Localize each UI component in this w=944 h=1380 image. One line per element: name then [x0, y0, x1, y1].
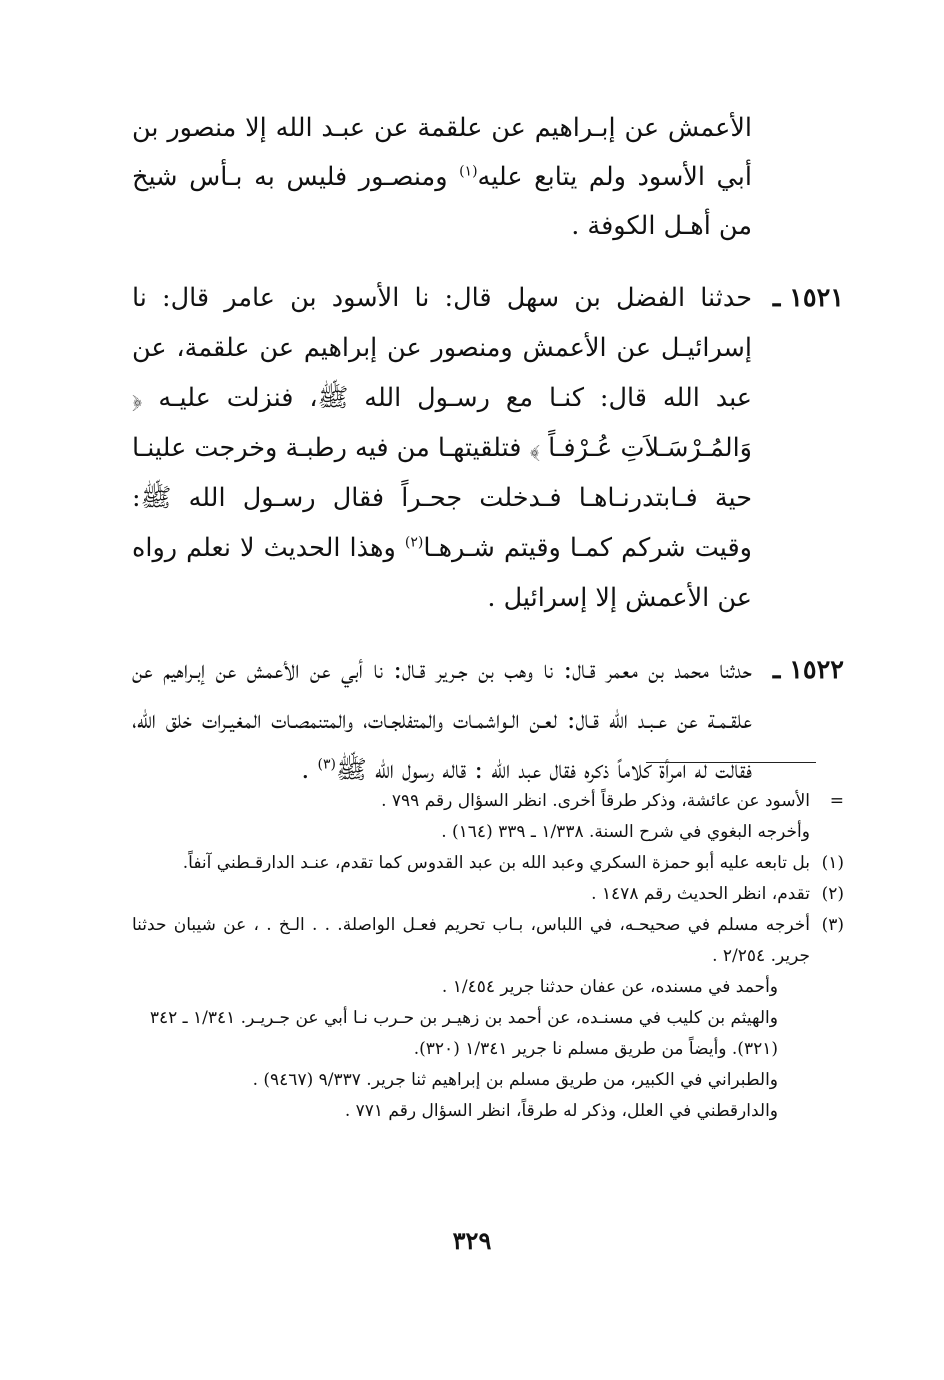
- footnote-line: وأحمد في مسنده، عن عفان حدثنا جرير ١/٤٥٤ .: [441, 977, 778, 997]
- footnotes: [132, 786, 844, 1127]
- hadith-1522: [132, 645, 844, 795]
- footnote-line: والدارقطني في العلل، وذكر له طرقاً، انظر السؤال رقم ٧٧١ .: [344, 1101, 778, 1121]
- footnote-line: تقدم، انظر الحديث رقم ١٤٧٨ .: [591, 884, 810, 904]
- footnote-mark: =: [829, 791, 844, 811]
- hadith-text-b: .: [301, 755, 318, 785]
- hadith-1521: [132, 273, 844, 623]
- main-text: [132, 104, 844, 795]
- intro-text-b: ومنصـور فليس به بـأس شيخ من أهـل الكوفة .: [132, 162, 752, 241]
- hadith-body: [132, 645, 844, 795]
- hadith-body: [132, 273, 844, 623]
- footnote-mark: (٣): [821, 915, 844, 935]
- footnote-3-extra: [132, 972, 844, 1127]
- footnote-2: [132, 879, 844, 910]
- footnote-1: [132, 848, 844, 879]
- hadith-number: ١٥٢١ ـ: [772, 283, 844, 313]
- hadith-text-b: وهذا الحديث لا نعلم رواه عن الأعمش إلا إسرائيل .: [132, 533, 752, 613]
- intro-text-a: الأعمش عن إبـراهيم عن علقمة عن عبـد الله إلا منصور بن أبي الأسود ولم يتابع عليه: [132, 113, 752, 192]
- page-number: ٣٢٩: [452, 1226, 492, 1255]
- hadith-continuation: [132, 104, 844, 251]
- footnote-ref: (٣): [317, 756, 336, 773]
- footnote-mark: (٢): [821, 884, 844, 904]
- footnote-continuation: [132, 786, 844, 848]
- footnote-3: [132, 910, 844, 972]
- hadith-text-a: حدثنا الفضل بن سهل قال: نا الأسود بن عامر قال: نا إسرائيـل عن الأعمش ومنصور عن إبراهيم عن علقمة، عن عبد الله قال: كنـا مع رسـول الله ﷺ، فنزلت عليـه ﴿ وَالمُـرْسَـلاَتِ عُـرْفـاً ﴾ فتلقيتهـا من فيه رطبـة وخرجت علينـا حية فـابتدرنـاهـا فـدخلت جحـراً فقال رسـول الله ﷺ: وقيت شركم كمـا وقيتم شـرهـا: [132, 283, 752, 563]
- footnote-line: أخرجه مسلم في صحيحـه، في اللباس، بـاب تحريم فعـل الواصلة. . . الـخ . ، عن شيبان حدثنا جرير. ٢/٢٥٤ .: [132, 915, 810, 966]
- hadith-text-a: حدثنا محمد بن معمر قـال: نا وهب بن جـرير قـال: نا أبي عن الأعمش عن إبـراهيم عن علقـمـة عن عـبـد الله قـال: لعـن الـواشمـات والمتفلجـات، والمتنمصـات المغيـرات خلق الله، فقالت له امرأة كلاماً ذكره فقال عبد الله : قاله رسول الله ﷺ: [132, 655, 752, 785]
- footnote-line: الأسود عن عائشة، وذكر طرقاً أخرى. انظر السؤال رقم ٧٩٩ .: [381, 791, 810, 811]
- footnote-ref: (١): [459, 163, 478, 180]
- footnote-mark: (١): [821, 853, 844, 873]
- footnote-line: وأخرجه البغوي في شرح السنة. ١/٣٣٨ ـ ٣٣٩ (١٦٤) .: [441, 822, 810, 842]
- hadith-number: ١٥٢٢ ـ: [772, 655, 844, 685]
- footnote-line: بل تابعه عليه أبو حمزة السكري وعبد الله بن عبد القدوس كما تقدم، عنـد الدارقـطني آنفاً.: [182, 853, 810, 873]
- footnote-line: والطبراني في الكبير، من طريق مسلم بن إبراهيم ثنا جرير. ٩/٣٣٧ (٩٤٦٧) .: [252, 1070, 778, 1090]
- footnote-line: والهيثم بن كليب في مسنـده، عن أحمد بن زهيـر بن حـرب نـا أبي عن جـريـر. ١/٣٤١ ـ ٣٤٢ (٣٢١). وأيضاً من طريق مسلم نا جرير ١/٣٤١ (٣٢٠).: [149, 1008, 778, 1059]
- footnote-ref: (٢): [404, 534, 424, 551]
